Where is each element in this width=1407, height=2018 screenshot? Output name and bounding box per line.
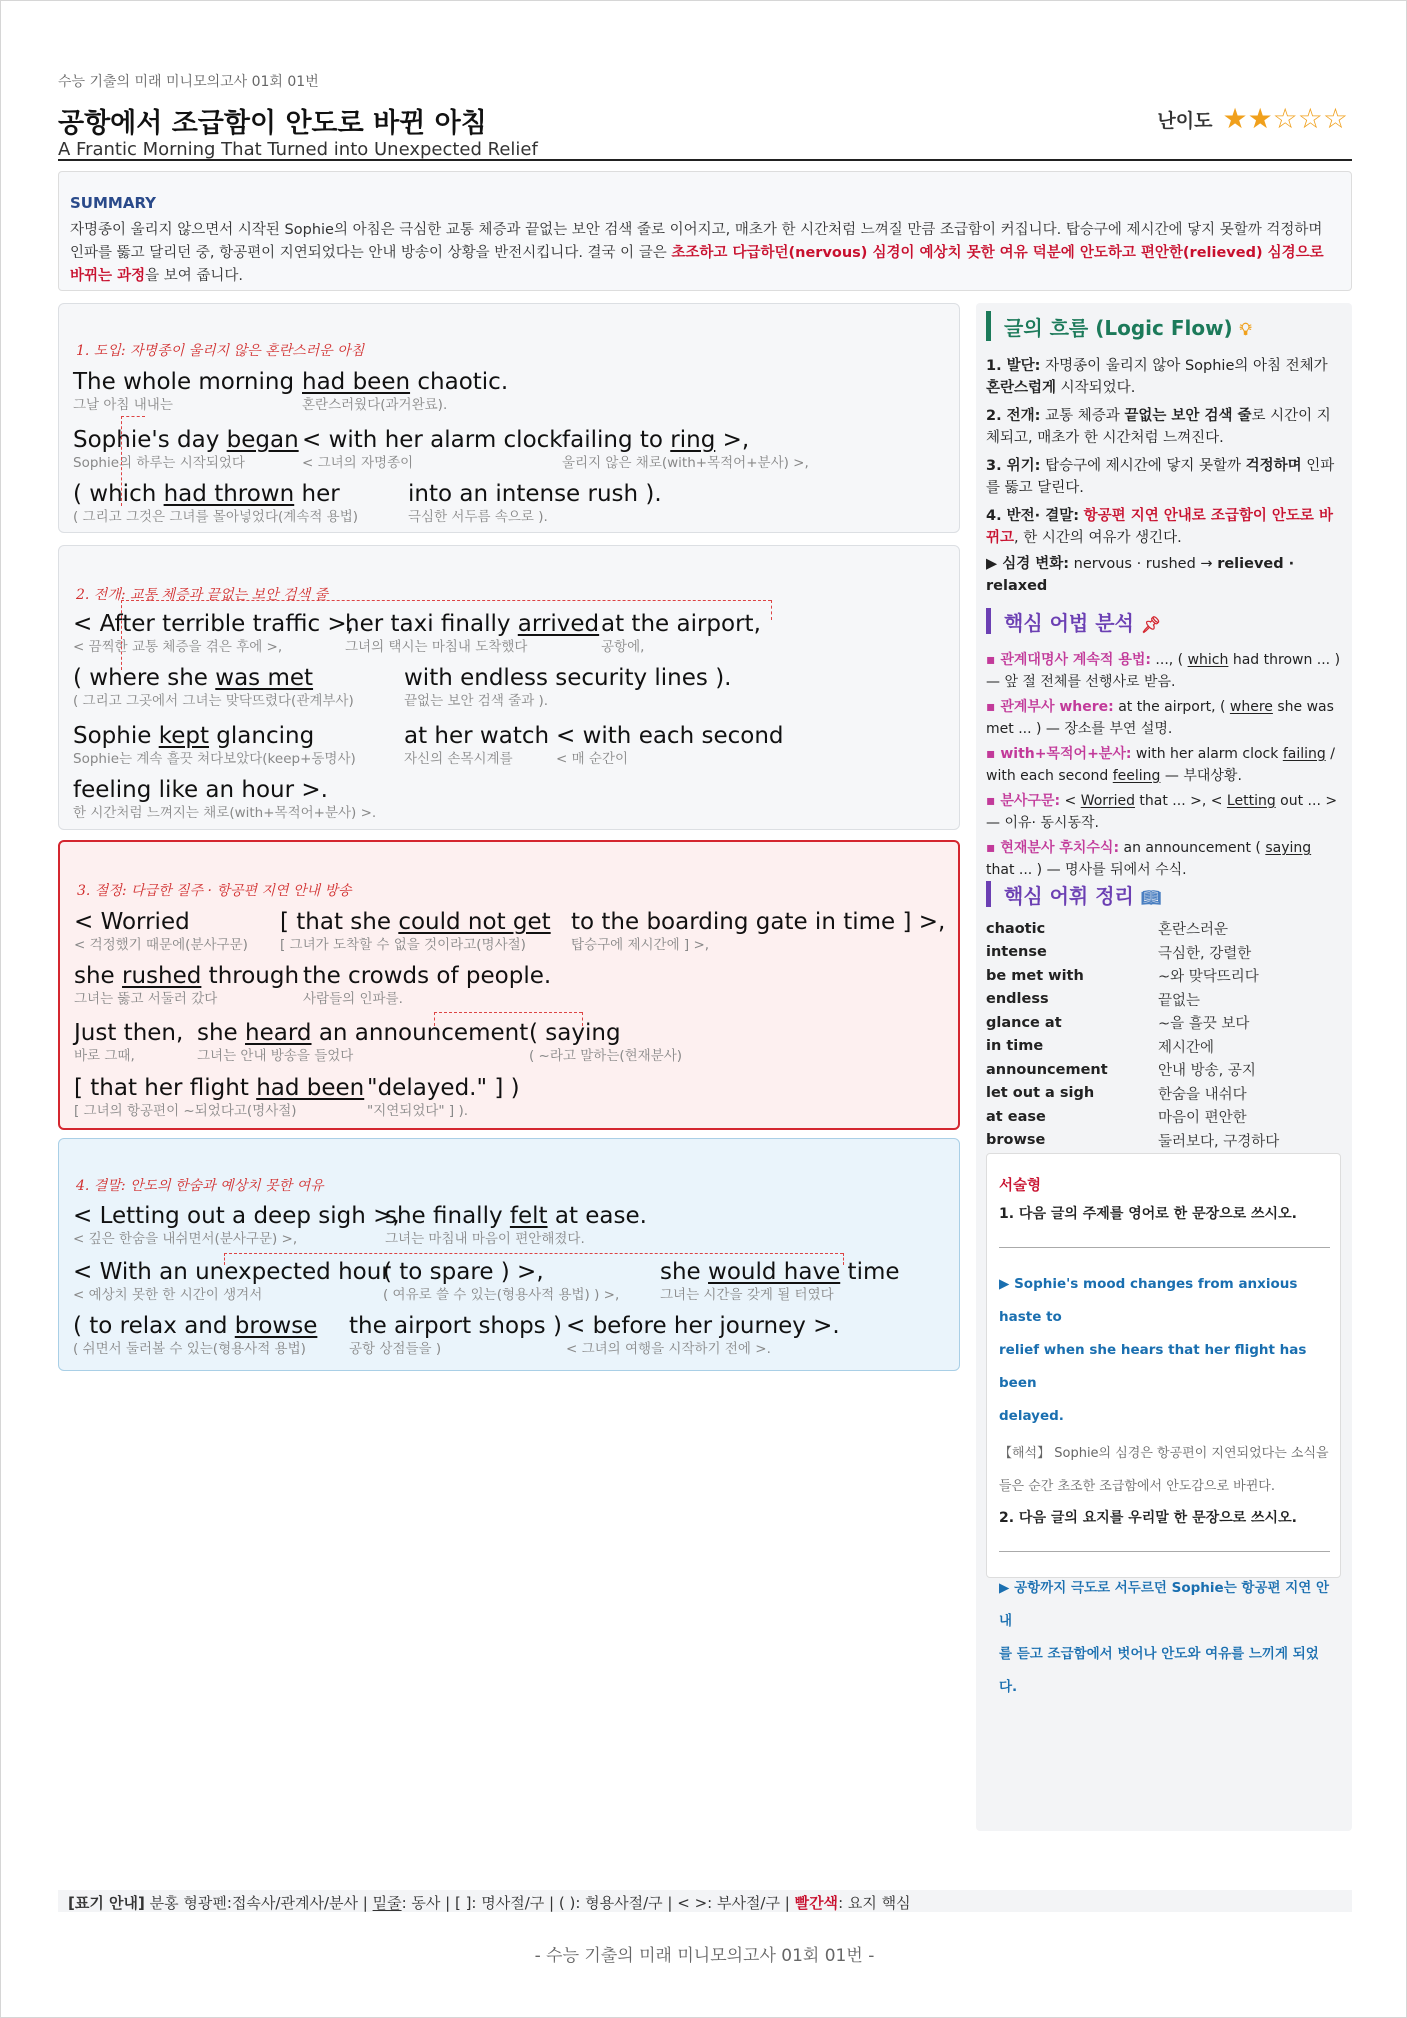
vocab-word: browse	[986, 1132, 1046, 1149]
phrase-ko: 그녀는 마침내 마음이 편안해졌다.	[385, 1231, 585, 1247]
phrase-text: time	[840, 1259, 900, 1285]
star-empty-icon: ☆	[1272, 102, 1298, 135]
phrase-ko: 바로 그때,	[74, 1048, 135, 1064]
grammar-underline: failing	[1282, 746, 1326, 762]
grammar-underline: feeling	[1112, 767, 1161, 784]
phrase-ko: ( 그리고 그것은 그녀를 몰아넣었다(계속적 용법)	[73, 509, 359, 525]
grammar-item	[986, 650, 1341, 693]
summary-key-point: 초조하고 다급하던(nervous) 심경이 예상치 못한 여유 덕분에 안도하고 편안한(relieved) 심경으로 바뀌는 과정	[70, 245, 1324, 284]
grammar-text: / with each second	[986, 746, 1335, 784]
legend-red: 빨간색	[794, 1894, 839, 1912]
link-line	[434, 1012, 435, 1026]
phrase-text: she	[660, 1259, 709, 1285]
translation-text: 【해석】 Sophie의 심경은 항공편이 지연되었다는 소식을	[999, 1446, 1329, 1461]
flow-text: , 한 시간의 여유가 생긴다.	[1014, 530, 1182, 546]
pushpin-icon: 📌︎	[1140, 615, 1162, 634]
summary-text	[70, 219, 1339, 288]
essay-answer-2	[999, 1572, 1330, 1704]
page-footer: - 수능 기출의 미래 미니모의고사 01회 01번 -	[534, 1946, 875, 1966]
phrase-en	[73, 480, 358, 508]
verb: could not get	[398, 909, 551, 935]
phrase-en	[302, 368, 508, 396]
notation-legend	[58, 1890, 1352, 1912]
phrase-text: Sophie's day	[73, 427, 227, 453]
phrase-ko: 그녀의 택시는 마침내 도착했다	[345, 639, 528, 655]
mood-result: relieved · relaxed	[986, 556, 1295, 594]
phrase	[404, 722, 549, 768]
title-divider	[58, 159, 1352, 161]
answer-text: delayed.	[999, 1408, 1064, 1424]
phrase-ko: ( ~라고 말하는(현재분사)	[529, 1048, 683, 1064]
phrase-ko: 극심한 서두름 속으로 ).	[408, 509, 548, 525]
phrase	[660, 1258, 900, 1304]
phrase-text: an announcement	[311, 1020, 529, 1046]
phrase-ko: 그녀는 안내 방송을 들었다	[197, 1048, 354, 1064]
verb: had thrown	[163, 481, 295, 507]
difficulty-rating	[1157, 102, 1348, 135]
phrase	[73, 722, 356, 768]
phrase	[385, 1202, 647, 1248]
phrase-ko: < 매 순간이	[556, 751, 629, 767]
verb: would have	[708, 1259, 841, 1285]
logic-flow-heading	[986, 311, 1252, 341]
paragraph-card-intro	[58, 303, 960, 533]
legend-text: : 요지 핵심	[838, 1894, 911, 1912]
flow-key: 항공편 지연 안내로 조급함이 안도로 바뀌고	[986, 508, 1333, 546]
summary-text-part: 을 보여 줍니다.	[145, 268, 243, 284]
verb: ring	[670, 427, 716, 453]
link-line	[224, 1253, 225, 1265]
grammar-text: ..., (	[1150, 652, 1188, 668]
grammar-underline: saying	[1265, 840, 1312, 856]
phrase-text: ( which	[73, 481, 164, 507]
phrase-en	[562, 426, 809, 454]
flow-text: 시작되었다.	[1056, 380, 1136, 396]
star-empty-icon: ☆	[1297, 102, 1323, 135]
verb: felt	[509, 1203, 548, 1229]
vocab-row	[986, 988, 1341, 1012]
phrase-ko: [ 그녀가 도착할 수 없을 것이라고(명사절)	[280, 937, 526, 953]
phrase-ko: < 끔찍한 교통 체증을 겪은 후에 >,	[73, 639, 283, 655]
phrase-en: with endless security lines ).	[404, 665, 732, 691]
phrase-ko: 자신의 손목시계를	[404, 751, 513, 767]
paragraph-card-development	[58, 545, 960, 830]
phrase-en: < before her journey >.	[566, 1313, 840, 1339]
vocab-meaning: ~와 맞닥뜨리다	[1158, 969, 1259, 986]
phrase	[197, 1019, 528, 1065]
phrase	[571, 908, 945, 954]
grammar-topic: 분사구문:	[1000, 793, 1061, 809]
paragraph-card-climax	[58, 840, 960, 1130]
phrase-ko: ( 여유로 쓸 수 있는(형용사적 용법) ) >,	[383, 1287, 620, 1303]
heading-text: 핵심 어휘 정리	[1004, 884, 1134, 908]
phrase	[408, 480, 662, 526]
essay-question-1: 1. 다음 글의 주제를 영어로 한 문장으로 쓰시오.	[999, 1206, 1297, 1222]
phrase-en	[280, 908, 551, 936]
flow-item	[986, 405, 1336, 449]
phrase-en	[385, 1202, 647, 1230]
phrase-en: to the boarding gate in time ] >,	[571, 909, 946, 935]
phrase-text: chaotic.	[410, 369, 509, 395]
phrase-en	[197, 1019, 528, 1047]
grammar-heading	[986, 608, 1161, 634]
link-line	[434, 1012, 582, 1013]
phrase-text: Sophie	[73, 723, 159, 749]
legend-heading: [표기 안내]	[68, 1894, 145, 1912]
answer-text: ▶ 공항까지 극도로 서두르던 Sophie는 항공편 지연 안내	[999, 1580, 1330, 1629]
heading-text: 핵심 어법 분석	[1004, 611, 1134, 635]
phrase-ko: 그녀는 뚫고 서둘러 갔다	[74, 991, 218, 1007]
flow-text: 자명종이 울리지 않아 Sophie의 아침 전체가	[1040, 358, 1328, 374]
phrase-en: feeling like an hour >.	[73, 777, 328, 803]
essay-question-2: 2. 다음 글의 요지를 우리말 한 문장으로 쓰시오.	[999, 1510, 1297, 1526]
phrase	[601, 610, 761, 656]
phrase-ko: < 깊은 한숨을 내쉬면서(분사구문) >,	[73, 1231, 298, 1247]
grammar-item	[986, 838, 1341, 881]
vocab-word: glance at	[986, 1014, 1062, 1031]
phrase-ko: 한 시간처럼 느껴지는 채로(with+목적어+분사) >.	[73, 805, 377, 821]
phrase-ko: 공항에,	[601, 639, 645, 655]
answer-text: ▶ Sophie's mood changes from anxious haste to	[999, 1276, 1298, 1325]
phrase-text: ( where she	[73, 665, 216, 691]
answer-text: relief when she hears that her flight has been	[999, 1342, 1307, 1391]
phrase	[562, 426, 809, 472]
card-note: 4. 결말: 안도의 한숨과 예상치 못한 여유	[76, 1178, 324, 1194]
vocab-row	[986, 1082, 1341, 1106]
logic-flow-list	[986, 355, 1336, 555]
verb: arrived	[517, 611, 600, 637]
phrase	[73, 368, 294, 414]
grammar-bullet: ▪	[986, 840, 1001, 856]
essay-heading: 서술형	[999, 1178, 1042, 1194]
card-note: 3. 절정: 다급한 질주 · 항공편 지연 안내 방송	[77, 883, 352, 899]
vocab-word: at ease	[986, 1108, 1046, 1125]
verb: was met	[215, 665, 314, 691]
phrase-text: failing to	[562, 427, 671, 453]
phrase-en: the airport shops )	[349, 1313, 562, 1339]
phrase	[74, 1019, 183, 1065]
phrase-en: at the airport,	[601, 611, 761, 637]
book-icon: 📖︎	[1140, 888, 1162, 907]
phrase-ko: 그녀는 시간을 갖게 될 터였다	[660, 1287, 834, 1303]
phrase	[73, 1202, 400, 1248]
grammar-text: at the airport, (	[1113, 699, 1230, 715]
page-subtitle: A Frantic Morning That Turned into Unexpected Relief	[58, 139, 538, 160]
grammar-text: an announcement (	[1119, 840, 1266, 856]
phrase	[280, 908, 551, 954]
phrase	[73, 426, 299, 472]
phrase-en: the crowds of people.	[303, 963, 552, 989]
grammar-text: out ... > — 이유· 동시동작.	[986, 793, 1338, 831]
phrase-text: she finally	[385, 1203, 510, 1229]
phrase-en	[74, 1074, 364, 1102]
vocab-meaning: 둘러보다, 구경하다	[1158, 1133, 1280, 1150]
flow-text: 인파를 뚫고 달린다.	[986, 458, 1335, 496]
flow-step-label: 1. 발단:	[986, 358, 1041, 374]
grammar-underline: Letting	[1226, 793, 1276, 809]
phrase-text: her taxi finally	[345, 611, 518, 637]
star-filled-icon: ★	[1222, 102, 1248, 135]
vocab-word: announcement	[986, 1061, 1108, 1078]
phrase-ko: < 그녀의 여행을 시작하기 전에 >.	[566, 1341, 771, 1357]
flow-key: 걱정하며	[1245, 458, 1302, 474]
flow-text: 로 시간이 지체되고, 매초가 한 시간처럼 느껴진다.	[986, 408, 1331, 446]
phrase	[302, 368, 508, 414]
grammar-item	[986, 697, 1341, 740]
phrase	[349, 1312, 562, 1358]
vocab-row	[986, 964, 1341, 988]
phrase	[74, 1074, 364, 1120]
phrase-ko: 공항 상점들을 )	[349, 1341, 442, 1357]
vocab-row	[986, 941, 1341, 965]
link-line	[224, 1253, 843, 1254]
phrase-text: >,	[715, 427, 750, 453]
grammar-list	[986, 650, 1341, 885]
phrase-text: glancing	[208, 723, 315, 749]
phrase	[345, 610, 599, 656]
phrase-text: she	[74, 963, 123, 989]
verb: began	[226, 427, 299, 453]
card-note: 2. 전개: 교통 체증과 끝없는 보안 검색 줄	[76, 587, 329, 603]
grammar-text: that ... >, <	[1134, 793, 1227, 809]
paragraph-card-ending	[58, 1138, 960, 1371]
grammar-topic: 관계부사 where:	[1000, 699, 1114, 715]
verb: kept	[158, 723, 209, 749]
phrase-en	[73, 722, 356, 750]
grammar-underline: which	[1187, 652, 1229, 668]
vocab-meaning: 극심한, 강렬한	[1158, 945, 1252, 962]
phrase-text: [ that she	[280, 909, 399, 935]
heading-text: 글의 흐름 (Logic Flow)	[1004, 316, 1233, 340]
answer-line	[999, 1551, 1330, 1552]
vocab-row	[986, 1058, 1341, 1082]
star-rating	[1222, 102, 1348, 135]
flow-step-label: 4. 반전· 결말:	[986, 508, 1080, 524]
vocab-row	[986, 917, 1341, 941]
phrase-text: at ease.	[547, 1203, 647, 1229]
phrase	[73, 1258, 391, 1304]
essay-translation-1	[999, 1437, 1330, 1503]
phrase-ko: 사람들의 인파를.	[303, 991, 403, 1007]
link-line	[843, 1253, 844, 1265]
link-line	[121, 416, 122, 506]
grammar-text: that ... ) — 명사를 뒤에서 수식.	[986, 861, 1187, 878]
phrase-en	[73, 664, 354, 692]
phrase	[73, 776, 376, 822]
mood-change	[986, 553, 1336, 597]
phrase-ko: < 걱정했기 때문에(분사구문)	[74, 937, 248, 953]
phrase-en: at her watch	[404, 723, 550, 749]
phrase-ko: [ 그녀의 항공편이 ~되었다고(명사절)	[74, 1103, 297, 1119]
vocab-row	[986, 1035, 1341, 1059]
grammar-item	[986, 744, 1341, 787]
phrase-en: < with each second	[556, 723, 784, 749]
vocab-meaning: 제시간에	[1158, 1039, 1215, 1056]
series-label: 수능 기출의 미래 미니모의고사 01회 01번	[58, 74, 319, 90]
flow-text: 교통 체증과	[1040, 408, 1125, 424]
phrase	[404, 664, 731, 710]
phrase-ko: Sophie의 하루는 시작되었다	[73, 455, 245, 471]
phrase	[73, 610, 354, 656]
lightbulb-icon: 💡︎	[1239, 320, 1252, 340]
phrase-ko: ( 쉬면서 둘러볼 수 있는(형용사적 용법)	[73, 1341, 306, 1357]
phrase-ko: 탑승구에 제시간에 ] >,	[571, 937, 710, 953]
answer-line	[999, 1247, 1330, 1248]
vocab-meaning: ~을 흘끗 보다	[1158, 1016, 1250, 1033]
vocab-word: intense	[986, 944, 1047, 961]
analysis-sidebar	[976, 303, 1352, 1831]
summary-heading: SUMMARY	[70, 194, 157, 212]
phrase-text: ( to relax and	[73, 1313, 235, 1339]
phrase	[367, 1074, 520, 1120]
vocab-meaning: 혼란스러운	[1158, 922, 1229, 939]
grammar-bullet: ▪	[986, 652, 1001, 668]
grammar-topic: 관계대명사 계속적 용법:	[1000, 652, 1151, 668]
phrase-ko: 울리지 않은 채로(with+목적어+분사) >,	[562, 455, 809, 471]
vocab-row	[986, 1129, 1341, 1153]
grammar-text: she was met ... ) — 장소를 부연 설명.	[986, 699, 1334, 737]
phrase	[74, 908, 248, 954]
vocab-word: chaotic	[986, 920, 1046, 937]
vocab-word: let out a sigh	[986, 1085, 1095, 1102]
phrase-en: < with her alarm clock	[302, 427, 563, 453]
phrase	[303, 962, 551, 1008]
grammar-bullet: ▪	[986, 746, 1001, 762]
phrase-en: "delayed." ] )	[367, 1075, 520, 1101]
verb: had been	[302, 369, 411, 395]
grammar-underline: where	[1229, 699, 1273, 715]
grammar-topic: 현재분사 후치수식:	[1000, 840, 1120, 856]
phrase-en: The whole morning	[73, 369, 295, 395]
link-line	[121, 600, 122, 670]
vocab-heading	[986, 881, 1161, 907]
phrase-en	[73, 426, 299, 454]
phrase-text: [ that her flight	[74, 1075, 257, 1101]
flow-step-label: 2. 전개:	[986, 408, 1041, 424]
phrase	[302, 426, 563, 472]
phrase-en	[660, 1258, 900, 1286]
grammar-bullet: ▪	[986, 699, 1001, 715]
flow-key: 끝없는 보안 검색 줄	[1124, 408, 1252, 424]
grammar-topic: with+목적어+분사:	[1000, 746, 1132, 762]
star-filled-icon: ★	[1247, 102, 1273, 135]
link-line	[771, 600, 772, 620]
phrase	[383, 1258, 619, 1304]
flow-item	[986, 355, 1336, 399]
phrase-ko: 끝없는 보안 검색 줄과 ).	[404, 693, 549, 709]
grammar-text: with her alarm clock	[1131, 746, 1283, 762]
vocab-row	[986, 1105, 1341, 1129]
phrase-en: ( to spare ) >,	[383, 1259, 544, 1285]
translation-text: 들은 순간 초조한 조급함에서 안도감으로 바뀐다.	[999, 1479, 1275, 1494]
phrase-en: ( saying	[529, 1020, 621, 1046]
vocab-list	[986, 917, 1341, 1152]
phrase-text: through	[201, 963, 300, 989]
link-line	[582, 1012, 583, 1026]
vocab-word: in time	[986, 1038, 1044, 1055]
phrase	[556, 722, 784, 768]
phrase-en	[345, 610, 599, 638]
phrase-en: < After terrible traffic >,	[73, 611, 354, 637]
phrase	[73, 664, 354, 710]
phrase-ko: Sophie는 계속 흘끗 쳐다보았다(keep+동명사)	[73, 751, 356, 767]
flow-text: 탑승구에 제시간에 닿지 못할까	[1040, 458, 1246, 474]
phrase-ko: 혼란스러웠다(과거완료).	[302, 397, 448, 413]
phrase-en	[74, 962, 299, 990]
phrase	[74, 962, 299, 1008]
verb: browse	[234, 1313, 318, 1339]
grammar-text: <	[1060, 793, 1081, 809]
grammar-text: — 부대상황.	[1160, 767, 1242, 784]
vocab-meaning: 마음이 편안한	[1158, 1110, 1247, 1127]
verb: had been	[256, 1075, 365, 1101]
grammar-item	[986, 791, 1341, 834]
phrase	[529, 1019, 682, 1065]
page-title: 공항에서 조급함이 안도로 바뀐 아침	[58, 108, 487, 139]
legend-underline: 밑줄	[372, 1894, 402, 1912]
grammar-underline: Worried	[1080, 793, 1135, 809]
summary-box	[58, 171, 1352, 291]
flow-key: 혼란스럽게	[986, 380, 1057, 396]
flow-item	[986, 455, 1336, 499]
phrase	[73, 1312, 317, 1358]
phrase-en: < Worried	[74, 909, 190, 935]
legend-text: : 동사 | [ ]: 명사절/구 | ( ): 형용사절/구 | < >: 부사절/구 |	[401, 1894, 795, 1912]
mood-label: ▶ 심경 변화:	[986, 556, 1070, 572]
phrase-ko: "지연되었다" ] ).	[367, 1103, 469, 1119]
phrase-en: < With an unexpected hour	[73, 1259, 391, 1285]
essay-answer-1	[999, 1268, 1330, 1433]
phrase-text: her	[294, 481, 340, 507]
vocab-word: be met with	[986, 967, 1084, 984]
summary-text-part: 자명종이 울리지 않으면서 시작된 Sophie의 아침은 극심한 교통 체증과 끝없는 보안 검색 줄로 이어지고, 매초가 한 시간처럼 느껴질 만큼 조급함이 커집니다. 탑승구에 제시간에 닿지 못할까 걱정하며 인파를 뚫고 달리던 중, 항공편이 지연되었다는 안내 방송이 상황을 반전시킵니다. 결국 이 글은	[70, 222, 1323, 261]
phrase-ko: < 그녀의 자명종이	[302, 455, 414, 471]
essay-box	[986, 1153, 1341, 1695]
vocab-row	[986, 1011, 1341, 1035]
vocab-meaning: 안내 방송, 공지	[1158, 1063, 1256, 1080]
phrase-ko: 그날 아침 내내는	[73, 397, 173, 413]
answer-text: 를 듣고 조급함에서 벗어나 안도와 여유를 느끼게 되었다.	[999, 1646, 1319, 1695]
link-line	[121, 416, 145, 417]
phrase-ko: ( 그리고 그곳에서 그녀는 맞닥뜨렸다(관계부사)	[73, 693, 354, 709]
link-line	[121, 600, 771, 601]
phrase	[73, 480, 358, 526]
phrase-en: into an intense rush ).	[408, 481, 662, 507]
phrase-ko: < 예상치 못한 한 시간이 생겨서	[73, 1287, 263, 1303]
grammar-bullet: ▪	[986, 793, 1001, 809]
phrase	[566, 1312, 840, 1358]
flow-step-label: 3. 위기:	[986, 458, 1041, 474]
mood-text: nervous · rushed →	[1069, 556, 1218, 572]
verb: rushed	[122, 963, 202, 989]
verb: heard	[245, 1020, 312, 1046]
card-note: 1. 도입: 자명종이 울리지 않은 혼란스러운 아침	[76, 343, 365, 359]
vocab-meaning: 한숨을 내쉬다	[1158, 1086, 1247, 1103]
phrase-en: < Letting out a deep sigh >,	[73, 1203, 400, 1229]
phrase-en: Just then,	[74, 1020, 184, 1046]
vocab-word: endless	[986, 991, 1049, 1008]
legend-text: 분홍 형광펜:접속사/관계사/분사 |	[144, 1894, 373, 1912]
star-empty-icon: ☆	[1322, 102, 1348, 135]
vocab-meaning: 끝없는	[1158, 992, 1201, 1009]
difficulty-label: 난이도	[1157, 109, 1213, 132]
phrase-text: she	[197, 1020, 246, 1046]
phrase-en	[73, 1312, 317, 1340]
grammar-text: had thrown ... ) — 앞 절 전체를 선행사로 받음.	[986, 652, 1341, 690]
flow-item	[986, 505, 1336, 549]
